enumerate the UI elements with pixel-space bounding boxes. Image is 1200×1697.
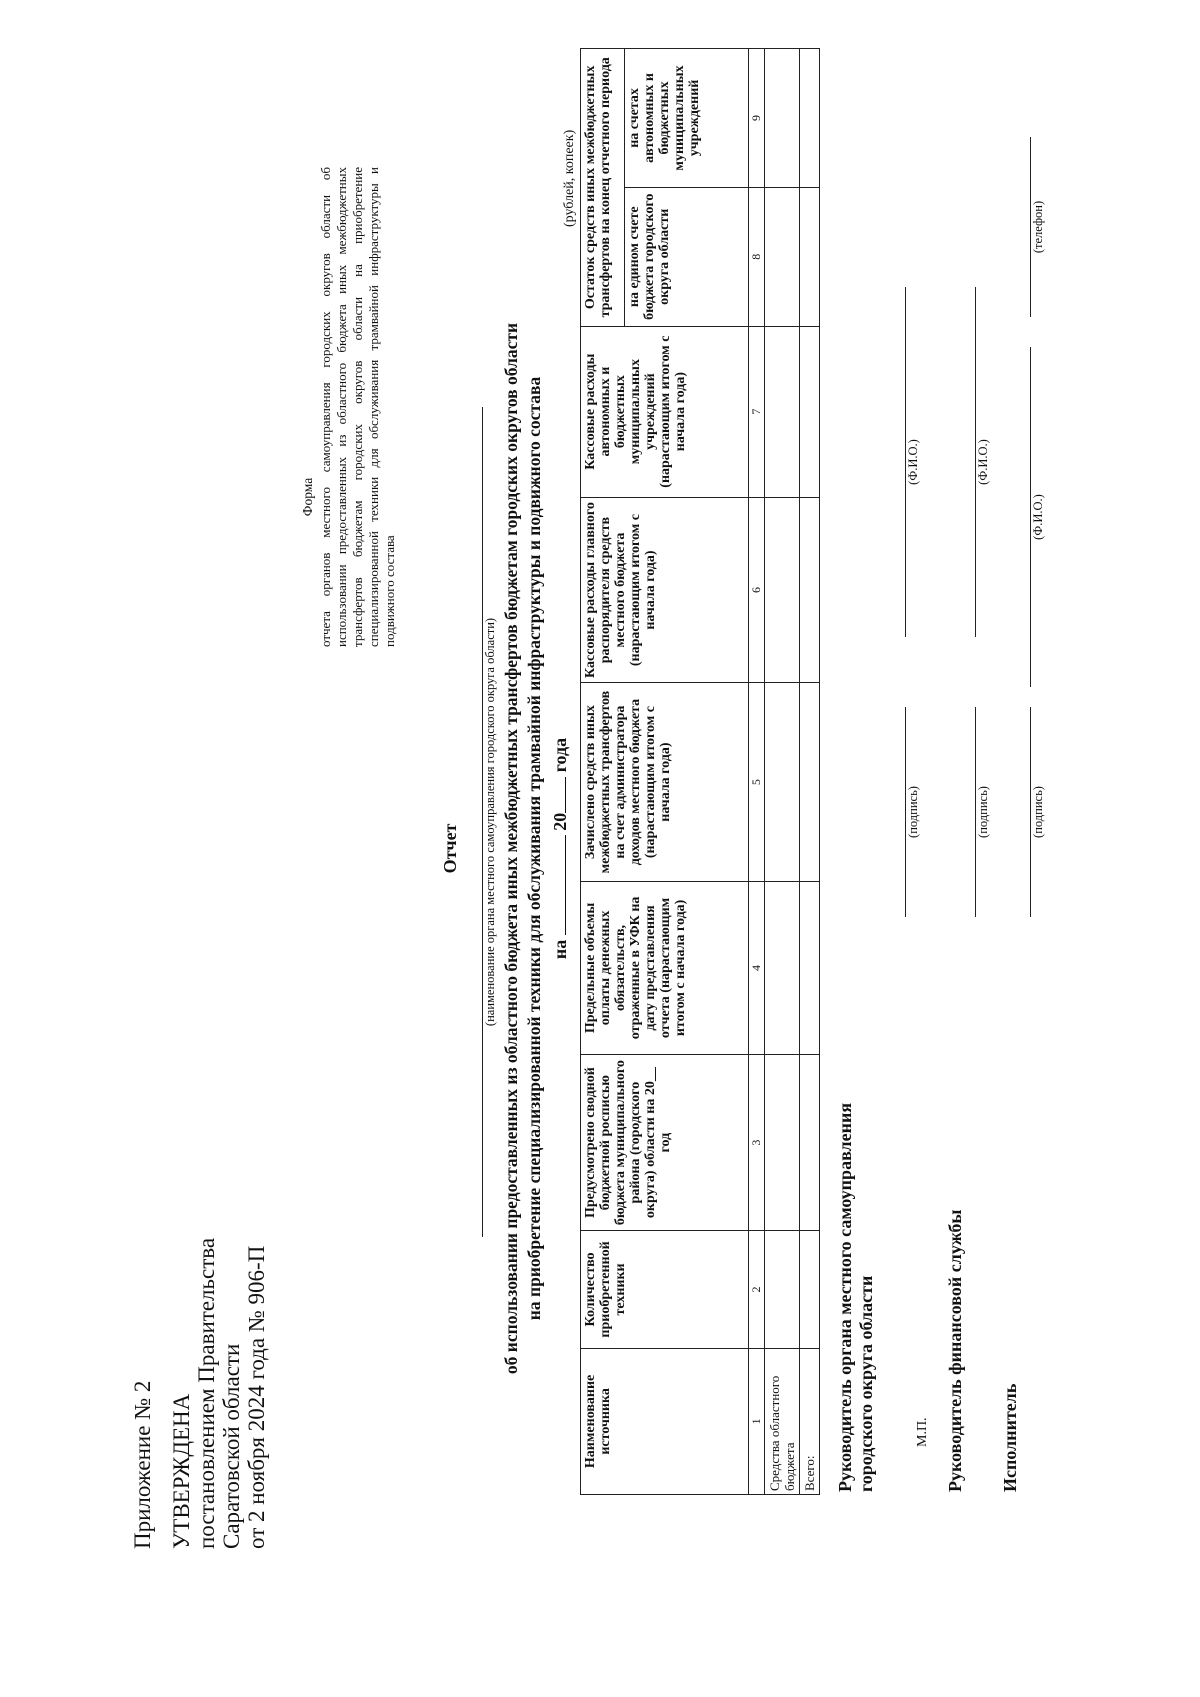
date-year-prefix: 20 bbox=[550, 812, 570, 831]
head-signatory-title bbox=[835, 1103, 877, 1492]
header-equipment-count: Количество приобретенной техники bbox=[581, 1231, 749, 1349]
header-source-name: Наименование источника bbox=[581, 1348, 749, 1494]
column-number: 1 bbox=[749, 1348, 765, 1494]
header-planned-budget: Предусмотрено сводной бюджетной росписью бюджета муниципального района (городского округа) области на 20__ год bbox=[581, 1055, 749, 1231]
table-cell[interactable] bbox=[765, 1231, 800, 1349]
column-number: 7 bbox=[749, 326, 765, 497]
executor-name-caption: (Ф.И.О.) bbox=[1031, 494, 1045, 540]
table-cell[interactable] bbox=[800, 683, 820, 881]
executor-title: Исполнитель bbox=[1000, 1383, 1020, 1492]
form-label: Форма bbox=[300, 477, 315, 517]
table-cell[interactable] bbox=[765, 497, 800, 683]
appendix-number: Приложение № 2 bbox=[130, 1380, 155, 1549]
table-cell[interactable] bbox=[800, 881, 820, 1054]
approval-stamp: УТВЕРЖДЕНА bbox=[169, 1393, 194, 1549]
report-subject-line1: об использовании предоставленных из областного бюджета иных межбюджетных трансфертов бюджетам городских округов области bbox=[501, 322, 521, 1375]
date-suffix: года bbox=[550, 737, 570, 773]
approval-authority: постановлением Правительства bbox=[194, 1237, 219, 1549]
table-cell[interactable] bbox=[765, 683, 800, 881]
column-number: 8 bbox=[749, 187, 765, 326]
table-cell[interactable] bbox=[800, 326, 820, 497]
table-cell[interactable] bbox=[800, 1231, 820, 1349]
org-name-caption: (наименование органа местного самоуправления городского округа области) bbox=[483, 617, 497, 1027]
table-row bbox=[800, 49, 820, 1495]
table-cell[interactable] bbox=[800, 49, 820, 188]
approval-date: от 2 ноября 2024 года № 906-П bbox=[244, 1245, 269, 1549]
head-signature-caption: (подпись) bbox=[906, 786, 920, 838]
report-table bbox=[580, 48, 820, 1495]
column-number: 4 bbox=[749, 881, 765, 1054]
report-title: Отчет bbox=[440, 823, 460, 874]
head-name-caption: (Ф.И.О.) bbox=[906, 439, 920, 485]
header-remaining-institution-accounts: на счетах автономных и бюджетных муниципальных учреждений bbox=[625, 49, 749, 188]
header-cash-expenses-main: Кассовые расходы главного распорядителя средств местного бюджета (нарастающим итогом с начала года) bbox=[581, 497, 749, 683]
table-row bbox=[765, 49, 800, 1495]
executor-phone-caption: (телефон) bbox=[1031, 200, 1045, 254]
table-cell[interactable] bbox=[765, 881, 800, 1054]
column-number: 6 bbox=[749, 497, 765, 683]
finance-name-caption: (Ф.И.О.) bbox=[976, 439, 990, 485]
report-subject-line2: на приобретение специализированной техники для обслуживания трамвайной инфраструктуры и подвижного состава bbox=[524, 376, 544, 1321]
approval-region: Саратовской области bbox=[219, 1343, 244, 1549]
header-remaining-funds: Остаток средств иных межбюджетных трансфертов на конец отчетного периода bbox=[581, 49, 625, 327]
header-remaining-single-account: на едином счете бюджета городского округа области bbox=[625, 187, 749, 326]
date-prefix: на bbox=[550, 939, 570, 960]
table-cell[interactable] bbox=[800, 1055, 820, 1231]
table-cell[interactable] bbox=[765, 187, 800, 326]
head-title-line1: Руководитель органа местного самоуправления bbox=[835, 1102, 855, 1492]
form-description: отчета органов местного самоуправления городских округов области об использовании предоставленных из областного бюджета иных межбюджетных трансфертов бюджетам городских округов области на приобретение специализированной техники для обслуживания трамвайной инфраструктуры и подвижного состава bbox=[318, 167, 397, 647]
header-payment-limits: Предельные объемы оплаты денежных обязательств, отраженные в УФК на дату представления отчета (нарастающим итогом с начала года) bbox=[581, 881, 749, 1054]
date-day-month-field[interactable] bbox=[548, 835, 566, 935]
date-year-field[interactable] bbox=[548, 777, 566, 813]
seal-placeholder: М.П. bbox=[915, 1417, 930, 1447]
row-source-regional-budget: Средства областного бюджета bbox=[765, 1348, 800, 1494]
header-transfers-credited: Зачислено средств иных межбюджетных трансфертов на счет администратора доходов местного бюджета (нарастающим итогом с начала года) bbox=[581, 683, 749, 881]
table-cell[interactable] bbox=[800, 497, 820, 683]
finance-signature-caption: (подпись) bbox=[976, 786, 990, 838]
finance-signatory-title: Руководитель финансовой службы bbox=[945, 1209, 965, 1492]
table-cell[interactable] bbox=[765, 1055, 800, 1231]
table-cell[interactable] bbox=[800, 187, 820, 326]
column-number: 5 bbox=[749, 683, 765, 881]
executor-signature-caption: (подпись) bbox=[1031, 786, 1045, 838]
approval-block bbox=[130, 1238, 269, 1549]
column-number: 9 bbox=[749, 49, 765, 188]
column-number: 2 bbox=[749, 1231, 765, 1349]
report-date-line bbox=[548, 0, 571, 1697]
table-cell[interactable] bbox=[765, 326, 800, 497]
table-cell[interactable] bbox=[765, 49, 800, 188]
report-subject bbox=[500, 0, 546, 1697]
units-label: (рублей, копеек) bbox=[562, 129, 577, 227]
column-number: 3 bbox=[749, 1055, 765, 1231]
row-total: Всего: bbox=[800, 1348, 820, 1494]
head-title-line2: городского округа области bbox=[856, 1275, 876, 1492]
header-cash-expenses-institutions: Кассовые расходы автономных и бюджетных муниципальных учреждений (нарастающим итогом с начала года) bbox=[581, 326, 749, 497]
column-numbers-row bbox=[749, 49, 765, 1495]
